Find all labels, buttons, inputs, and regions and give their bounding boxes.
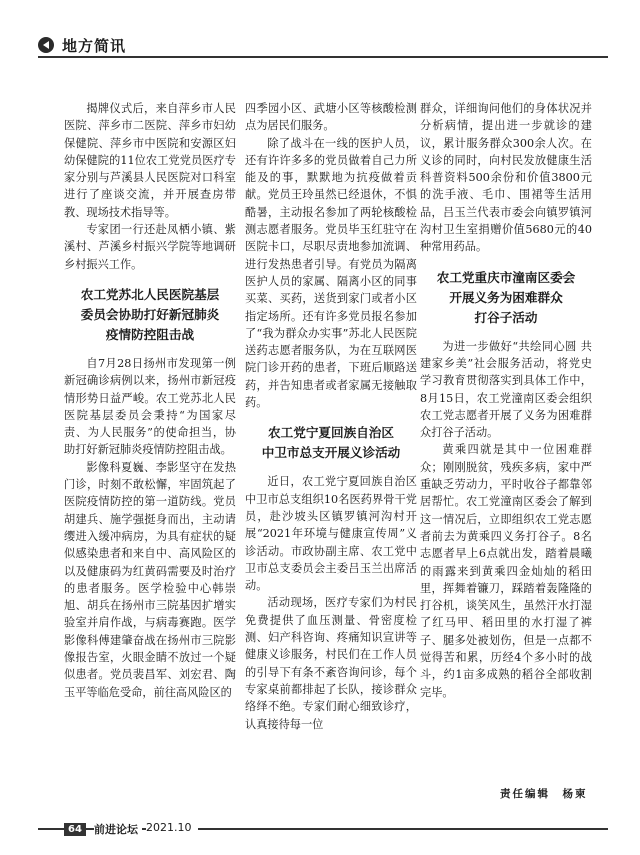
paragraph: 四季园小区、武塘小区等核酸检测点为居民们服务。 <box>245 102 417 133</box>
paragraph: 群众，详细询问他们的身体状况并分析病情，提出进一步就诊的建议，累计服务群众300余人次。在义诊的同时，向村民发放健康生活科普资料500余份和价值3800元的洗手液、毛巾、围裙等生活用品，吕玉兰代表市委会向镇罗镇河沟村卫生室捐赠价值5680元的40种常用药品。 <box>420 102 592 254</box>
heading-line: 农工党宁夏回族自治区 <box>268 425 394 441</box>
heading-line: 开展义务为困难群众 <box>449 289 563 305</box>
paragraph: 活动现场，医疗专家们为村民免费提供了血压测量、骨密度检测、妇产科咨询、疼痛知识宣讲等健康义诊服务，村民们在工作人员的引导下有条不紊咨询问诊，每个专家桌前都排起了长队，接诊群众络绎不绝。专家们耐心细致诊疗，认真接待每一位 <box>245 596 417 731</box>
page-footer <box>0 816 640 836</box>
section-title: 地方简讯 <box>62 37 127 55</box>
paragraph: 黄乘四就是其中一位困难群众；刚刚脱贫，残疾多病，家中严重缺乏劳动力，平时收谷子都靠邻居帮忙。农工党潼南区委会了解到这一情况后，立即组织农工党志愿者前去为黄乘四义务打谷子。8名志愿者早上6点就出发，踏着晨曦的雨露来到黄乘四金灿灿的稻田里，挥舞着镰刀，踩踏着轰隆隆的打谷机，谈笑风生，虽然汗水打湿了红马甲、稻田里的水打湿了裤子、腿多处被划伤，但是一点都不觉得苦和累，历经4个多小时的战斗，约1亩多成熟的稻谷全部收割完毕。 <box>420 443 592 699</box>
left-arrow-circle-icon <box>38 37 54 53</box>
paragraph: 自7月28日扬州市发现第一例新冠确诊病例以来，扬州市新冠疫情形势日益严峻。农工党苏北人民医院基层委员会秉持“为国家尽责、为人民服务”的使命担当，协助打好新冠肺炎疫情防控阻击战。 <box>64 356 236 457</box>
paragraph: 除了战斗在一线的医护人员，还有许许多多的党员做着自己力所能及的事，默默地为抗疫做着贡献。党员王玲虽然已经退休，不惧酷暑，主动报名参加了两轮核酸检测志愿者服务。党员毕玉红驻守在医院卡口，尽职尽责地参加流调、进行发热患者引导。有党员为隔离医护人员的家属、隔离小区的同事买菜、买药，送货到家门或者小区指定场所。还有许多党员报名参加了“我为群众办实事”苏北人民医院送药志愿者服务队，为在互联网医院门诊开药的患者，下班后顺路送药，并告知患者或者家属无接触取药。 <box>245 136 417 410</box>
article-heading <box>245 423 417 463</box>
journal-name: 前进论坛 <box>94 821 142 837</box>
paragraph: 为进一步做好“共绘同心圆 共建家乡美”社会服务活动，将党史学习教育贯彻落实到具体工作中，8月15日，农工党潼南区委会组织农工党志愿者开展了义务为困难群众打谷子活动。 <box>420 339 592 440</box>
column-1 <box>64 100 236 820</box>
paragraph: 近日，农工党宁夏回族自治区中卫市总支组织10名医药界骨干党员，赴沙坡头区镇罗镇河沟村开展“2021年环境与健康宣传周”义诊活动。市政协副主席、农工党中卫市总支委员会主委吕玉兰出席活动。 <box>245 475 417 593</box>
article-heading <box>420 268 592 328</box>
paragraph: 揭牌仪式后，来自萍乡市人民医院、萍乡市二医院、萍乡市妇幼保健院、萍乡市中医院和安源区妇幼保健院的11位农工党党员医疗专家分别与芦溪县人民医院对口科室进行了座谈交流，并开展查房带教、现场技术指导等。 <box>64 102 236 219</box>
heading-line: 委员会协助打好新冠肺炎 <box>80 306 220 322</box>
paragraph: 影像科夏巍、李影坚守在发热门诊，时刻不敢松懈，牢固筑起了医院疫情防控的第一道防线。党员胡建兵、施学强挺身而出，主动请缨进入缓冲病房，为具有症状的疑似感染患者和来自中、高风险区的以及健康码为红黄码需要及时治疗的患者服务。医学检验中心韩崇旭、胡兵在扬州市三院基因扩增实验室并肩作战，与病毒赛跑。医学影像科傅建肇奋战在扬州市三院影像报告室，火眼金睛不放过一个疑似患者。党员裴昌军、刘宏君、陶玉平等临危受命，前往高风险区的 <box>64 460 236 699</box>
column-2 <box>245 100 417 820</box>
heading-line: 中卫市总支开展义诊活动 <box>261 445 401 461</box>
heading-line: 农工党重庆市潼南区委会 <box>436 269 576 285</box>
header-rule <box>38 56 608 58</box>
issue-number: 2021.10 <box>146 821 198 834</box>
page-number: 64 <box>64 823 86 836</box>
article-heading <box>64 285 236 345</box>
heading-line: 疫情防控阻击战 <box>105 326 195 342</box>
heading-line: 农工党苏北人民医院基层 <box>80 286 220 302</box>
section-header <box>38 32 608 58</box>
column-3 <box>420 100 592 820</box>
heading-line: 打谷子活动 <box>474 309 538 325</box>
editor-credit: 责任编辑 杨柬 <box>500 788 588 800</box>
paragraph: 专家团一行还赴凤栖小镇、紫溪村、芦溪乡村振兴学院等地调研乡村振兴工作。 <box>64 223 236 271</box>
